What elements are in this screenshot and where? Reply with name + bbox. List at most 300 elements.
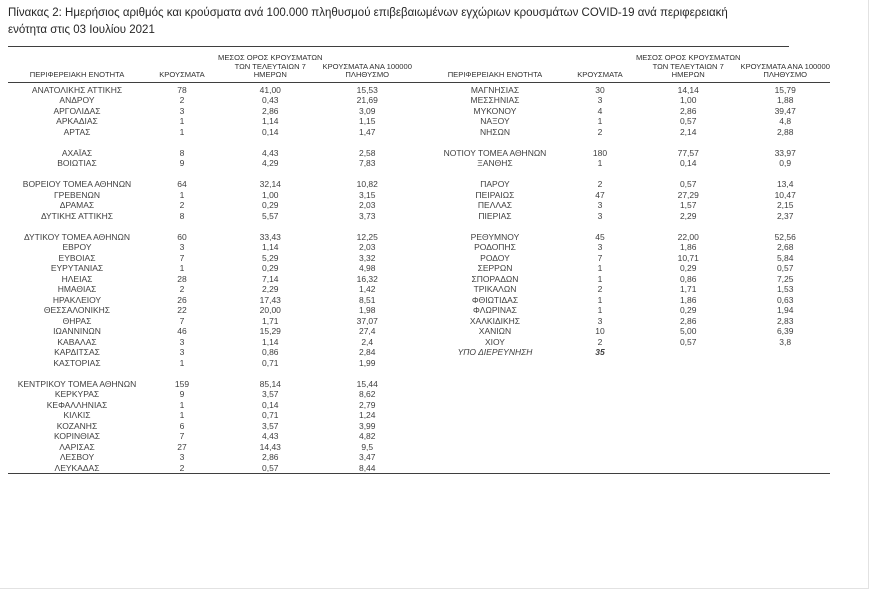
region-cell: ΜΑΓΝΗΣΙΑΣ — [470, 84, 520, 95]
value-cell: 1,86 — [679, 242, 697, 253]
region-cell — [426, 137, 564, 148]
spacer-cell — [412, 242, 426, 253]
value-cell: 3 — [179, 336, 185, 347]
value-cell — [636, 452, 741, 463]
value-cell: 4,8 — [779, 116, 792, 127]
value-cell — [741, 358, 830, 369]
value-cell: 46 — [177, 326, 187, 337]
value-cell: 6,39 — [776, 326, 794, 337]
spacer-cell — [412, 116, 426, 127]
value-cell: 20,00 — [259, 305, 281, 316]
table-row — [8, 358, 830, 369]
table-row — [8, 421, 830, 432]
table-row — [8, 190, 830, 201]
table-row — [8, 263, 830, 274]
region-cell: ΣΠΟΡΑΔΩΝ — [471, 273, 519, 284]
value-cell — [323, 137, 412, 148]
value-cell: 2,86 — [679, 105, 697, 116]
spacer-cell — [412, 284, 426, 295]
value-cell: 8,62 — [358, 389, 376, 400]
value-cell: 30 — [595, 84, 605, 95]
value-cell: 2,84 — [358, 347, 376, 358]
table-row — [8, 95, 830, 106]
table-row — [8, 431, 830, 442]
region-cell: ΠΙΕΡΙΑΣ — [478, 210, 512, 221]
value-cell — [741, 421, 830, 432]
region-cell: ΚΟΖΑΝΗΣ — [56, 420, 98, 431]
value-cell: 15,44 — [356, 378, 378, 389]
value-cell: 3 — [597, 200, 603, 211]
value-cell: 2,86 — [261, 452, 279, 463]
region-cell: ΚΙΛΚΙΣ — [63, 410, 91, 421]
value-cell — [741, 221, 830, 232]
value-cell: 180 — [592, 147, 608, 158]
value-cell: 0,63 — [776, 294, 794, 305]
title-divider — [8, 46, 789, 47]
table-row — [8, 337, 830, 348]
column-header: ΚΡΟΥΣΜΑΤΑ — [146, 54, 218, 82]
value-cell — [564, 169, 636, 180]
value-cell: 2 — [597, 284, 603, 295]
value-cell: 28 — [177, 273, 187, 284]
value-cell: 3,73 — [358, 210, 376, 221]
region-cell: ΑΡΚΑΔΙΑΣ — [56, 116, 98, 127]
value-cell: 4,43 — [261, 431, 279, 442]
value-cell: 3,99 — [358, 420, 376, 431]
value-cell — [564, 221, 636, 232]
value-cell: 3 — [597, 95, 603, 106]
value-cell: 2 — [179, 200, 185, 211]
region-cell: ΣΕΡΡΩΝ — [477, 263, 513, 274]
value-cell — [636, 442, 741, 453]
value-cell: 39,47 — [774, 105, 796, 116]
value-cell: 3,57 — [261, 420, 279, 431]
value-cell: 10,47 — [774, 189, 796, 200]
table-row — [8, 242, 830, 253]
value-cell: 47 — [595, 189, 605, 200]
table-row — [8, 326, 830, 337]
value-cell: 9 — [179, 389, 185, 400]
value-cell: 2,15 — [776, 200, 794, 211]
value-cell — [636, 410, 741, 421]
value-cell: 2,86 — [261, 105, 279, 116]
spacer-cell — [412, 410, 426, 421]
value-cell — [636, 137, 741, 148]
table-row — [8, 179, 830, 190]
table-row — [8, 305, 830, 316]
value-cell — [564, 379, 636, 390]
spacer-cell — [412, 274, 426, 285]
value-cell: 1,15 — [358, 116, 376, 127]
value-cell: 3 — [179, 242, 185, 253]
region-cell: ΡΕΘΥΜΝΟΥ — [470, 231, 520, 242]
value-cell — [636, 169, 741, 180]
value-cell: 41,00 — [259, 84, 281, 95]
value-cell — [564, 431, 636, 442]
value-cell — [146, 368, 218, 379]
value-cell: 22 — [177, 305, 187, 316]
value-cell: 32,14 — [259, 179, 281, 190]
value-cell: 1,99 — [358, 357, 376, 368]
table-row — [8, 158, 830, 169]
value-cell: 159 — [174, 378, 190, 389]
value-cell: 1,53 — [776, 284, 794, 295]
region-cell — [426, 442, 564, 453]
value-cell: 4 — [597, 105, 603, 116]
value-cell: 33,97 — [774, 147, 796, 158]
value-cell — [564, 410, 636, 421]
value-cell: 2 — [597, 336, 603, 347]
value-cell: 6 — [179, 420, 185, 431]
value-cell: 1,57 — [679, 200, 697, 211]
region-cell: ΘΕΣΣΑΛΟΝΙΚΗΣ — [43, 305, 111, 316]
value-cell: 1 — [179, 116, 185, 127]
region-cell: ΧΙΟΥ — [484, 336, 505, 347]
value-cell — [218, 368, 323, 379]
region-cell: ΚΑΒΑΛΑΣ — [57, 336, 97, 347]
value-cell: 7,14 — [261, 273, 279, 284]
value-cell: 8 — [179, 210, 185, 221]
value-cell — [741, 368, 830, 379]
region-cell — [426, 221, 564, 232]
region-cell: ΚΑΣΤΟΡΙΑΣ — [53, 357, 101, 368]
spacer-cell — [412, 263, 426, 274]
value-cell — [636, 368, 741, 379]
region-cell: ΝΑΞΟΥ — [480, 116, 510, 127]
value-cell: 13,4 — [776, 179, 794, 190]
region-cell — [426, 421, 564, 432]
value-cell: 85,14 — [259, 378, 281, 389]
region-cell — [426, 368, 564, 379]
region-cell: ΡΟΔΟΠΗΣ — [474, 242, 516, 253]
value-cell — [741, 431, 830, 442]
value-cell — [741, 389, 830, 400]
value-cell — [636, 379, 741, 390]
spacer-cell — [412, 358, 426, 369]
value-cell: 2 — [179, 95, 185, 106]
value-cell: 2 — [597, 126, 603, 137]
value-cell: 15,79 — [774, 84, 796, 95]
region-cell: ΒΟΙΩΤΙΑΣ — [57, 158, 97, 169]
value-cell: 1,47 — [358, 126, 376, 137]
value-cell: 3 — [597, 315, 603, 326]
table-row — [8, 368, 830, 379]
value-cell: 26 — [177, 294, 187, 305]
value-cell: 7,25 — [776, 273, 794, 284]
spacer-cell — [412, 389, 426, 400]
table-body — [8, 82, 830, 474]
region-cell: ΠΕΙΡΑΙΩΣ — [475, 189, 515, 200]
spacer-cell — [412, 326, 426, 337]
spacer-cell — [412, 337, 426, 348]
value-cell — [741, 169, 830, 180]
table-row — [8, 452, 830, 463]
value-cell: 17,43 — [259, 294, 281, 305]
value-cell: 1 — [179, 126, 185, 137]
value-cell: 2 — [597, 179, 603, 190]
value-cell: 2,29 — [261, 284, 279, 295]
table-row — [8, 221, 830, 232]
value-cell: 4,98 — [358, 263, 376, 274]
value-cell: 3,09 — [358, 105, 376, 116]
value-cell — [741, 347, 830, 358]
region-cell: ΝΗΣΩΝ — [479, 126, 510, 137]
value-cell — [636, 347, 741, 358]
table-row — [8, 410, 830, 421]
column-spacer — [412, 54, 426, 82]
value-cell: 0,57 — [776, 263, 794, 274]
region-cell: ΤΡΙΚΑΛΩΝ — [473, 284, 517, 295]
spacer-cell — [412, 368, 426, 379]
value-cell — [564, 389, 636, 400]
value-cell: 0,43 — [261, 95, 279, 106]
value-cell: 7 — [597, 252, 603, 263]
table-title-line2: ενότητα στις 03 Ιουλίου 2021 — [8, 24, 155, 36]
value-cell: 2 — [179, 284, 185, 295]
value-cell: 2,4 — [361, 336, 374, 347]
value-cell: 2,03 — [358, 200, 376, 211]
value-cell: 1 — [597, 294, 603, 305]
value-cell: 7 — [179, 315, 185, 326]
value-cell: 0,71 — [261, 410, 279, 421]
spacer-cell — [412, 295, 426, 306]
value-cell: 2,88 — [776, 126, 794, 137]
value-cell: 7 — [179, 252, 185, 263]
value-cell: 78 — [177, 84, 187, 95]
value-cell: 1,94 — [776, 305, 794, 316]
region-cell — [426, 358, 564, 369]
value-cell: 9 — [179, 158, 185, 169]
value-cell: 0,71 — [261, 357, 279, 368]
value-cell: 4,43 — [261, 147, 279, 158]
table-row — [8, 211, 830, 222]
value-cell: 22,00 — [677, 231, 699, 242]
value-cell: 14,14 — [677, 84, 699, 95]
value-cell: 3 — [179, 452, 185, 463]
table-row — [8, 82, 830, 95]
table-row — [8, 127, 830, 138]
value-cell: 15,29 — [259, 326, 281, 337]
region-cell: ΠΑΡΟΥ — [480, 179, 510, 190]
value-cell — [636, 358, 741, 369]
spacer-cell — [412, 442, 426, 453]
region-cell: ΔΥΤΙΚΟΥ ΤΟΜΕΑ ΑΘΗΝΩΝ — [23, 231, 131, 242]
value-cell: 2,68 — [776, 242, 794, 253]
region-cell — [8, 169, 146, 180]
value-cell: 2,58 — [358, 147, 376, 158]
value-cell: 4,29 — [261, 158, 279, 169]
value-cell: 1,86 — [679, 294, 697, 305]
value-cell — [741, 452, 830, 463]
value-cell — [564, 452, 636, 463]
region-cell: ΙΩΑΝΝΙΝΩΝ — [53, 326, 101, 337]
region-cell: ΛΑΡΙΣΑΣ — [59, 441, 95, 452]
value-cell: 0,57 — [679, 336, 697, 347]
spacer-cell — [412, 127, 426, 138]
value-cell — [741, 137, 830, 148]
value-cell: 64 — [177, 179, 187, 190]
region-cell: ΗΜΑΘΙΑΣ — [57, 284, 97, 295]
region-cell — [8, 221, 146, 232]
table-row — [8, 463, 830, 474]
table-head-row — [8, 54, 830, 82]
table-row — [8, 106, 830, 117]
value-cell: 0,57 — [218, 463, 323, 474]
spacer-cell — [412, 190, 426, 201]
value-cell: 1 — [179, 189, 185, 200]
value-cell: 35 — [595, 347, 605, 358]
value-cell: 8 — [179, 147, 185, 158]
value-cell — [218, 169, 323, 180]
value-cell: 1,88 — [776, 95, 794, 106]
value-cell: 8,44 — [323, 463, 412, 474]
region-cell: ΝΟΤΙΟΥ ΤΟΜΕΑ ΑΘΗΝΩΝ — [443, 147, 547, 158]
region-cell: ΓΡΕΒΕΝΩΝ — [54, 189, 100, 200]
value-cell: 2,86 — [679, 315, 697, 326]
value-cell: 15,53 — [356, 84, 378, 95]
value-cell: 1 — [597, 305, 603, 316]
value-cell: 1 — [597, 158, 603, 169]
region-cell: ΕΥΒΟΙΑΣ — [58, 252, 96, 263]
value-cell: 2,03 — [358, 242, 376, 253]
region-cell: ΑΡΓΟΛΙΔΑΣ — [53, 105, 101, 116]
region-cell — [426, 463, 564, 474]
spacer-cell — [412, 316, 426, 327]
value-cell: 1 — [597, 273, 603, 284]
covid-cases-table — [8, 54, 830, 474]
value-cell — [636, 421, 741, 432]
value-cell: 33,43 — [259, 231, 281, 242]
table-row — [8, 169, 830, 180]
region-cell: ΚΑΡΔΙΤΣΑΣ — [54, 347, 100, 358]
table-row — [8, 295, 830, 306]
region-cell: ΑΝΑΤΟΛΙΚΗΣ ΑΤΤΙΚΗΣ — [31, 84, 123, 95]
value-cell: 0,29 — [679, 263, 697, 274]
value-cell — [741, 463, 830, 474]
value-cell: 0,29 — [261, 200, 279, 211]
region-cell: ΚΕΡΚΥΡΑΣ — [54, 389, 100, 400]
value-cell: 1,00 — [679, 95, 697, 106]
region-cell: ΠΕΛΛΑΣ — [477, 200, 513, 211]
spacer-cell — [412, 179, 426, 190]
spacer-cell — [412, 158, 426, 169]
value-cell — [564, 368, 636, 379]
table-row — [8, 274, 830, 285]
column-header: ΜΕΣΟΣ ΟΡΟΣ ΚΡΟΥΣΜΑΤΩΝ ΤΩΝ ΤΕΛΕΥΤΑΙΩΝ 7 ΗΜΕΡΩΝ — [636, 54, 741, 82]
spacer-cell — [412, 305, 426, 316]
value-cell: 1 — [179, 357, 185, 368]
region-cell: ΡΟΔΟΥ — [480, 252, 510, 263]
value-cell: 1 — [597, 263, 603, 274]
value-cell: 0,29 — [679, 305, 697, 316]
region-cell — [426, 379, 564, 390]
value-cell — [636, 400, 741, 411]
table-head — [8, 54, 830, 82]
region-cell — [426, 169, 564, 180]
column-header: ΠΕΡΙΦΕΡΕΙΑΚΗ ΕΝΟΤΗΤΑ — [426, 54, 564, 82]
region-cell: ΛΕΥΚΑΔΑΣ — [8, 463, 146, 474]
value-cell: 0,29 — [261, 263, 279, 274]
value-cell: 3,47 — [358, 452, 376, 463]
value-cell — [323, 221, 412, 232]
value-cell: 16,32 — [356, 273, 378, 284]
value-cell: 12,25 — [356, 231, 378, 242]
value-cell: 14,43 — [259, 441, 281, 452]
region-cell — [8, 137, 146, 148]
region-cell: ΞΑΝΘΗΣ — [477, 158, 513, 169]
value-cell: 1,14 — [261, 242, 279, 253]
table-row — [8, 316, 830, 327]
value-cell: 2 — [146, 463, 218, 474]
value-cell: 0,14 — [261, 126, 279, 137]
value-cell: 5,29 — [261, 252, 279, 263]
table-row — [8, 284, 830, 295]
value-cell: 0,57 — [679, 179, 697, 190]
spacer-cell — [412, 82, 426, 95]
spacer-cell — [412, 400, 426, 411]
spacer-cell — [412, 463, 426, 474]
table-row — [8, 442, 830, 453]
table-row — [8, 116, 830, 127]
region-cell: ΑΝΔΡΟΥ — [59, 95, 95, 106]
value-cell: 1,71 — [679, 284, 697, 295]
spacer-cell — [412, 452, 426, 463]
value-cell: 5,00 — [679, 326, 697, 337]
value-cell — [564, 137, 636, 148]
value-cell — [323, 169, 412, 180]
value-cell: 1 — [179, 263, 185, 274]
value-cell: 1,00 — [261, 189, 279, 200]
table-row — [8, 137, 830, 148]
value-cell — [741, 379, 830, 390]
region-cell: ΗΛΕΙΑΣ — [61, 273, 93, 284]
value-cell: 60 — [177, 231, 187, 242]
value-cell: 2,37 — [776, 210, 794, 221]
spacer-cell — [412, 347, 426, 358]
value-cell — [741, 442, 830, 453]
column-header: ΚΡΟΥΣΜΑΤΑ — [564, 54, 636, 82]
value-cell: 0,86 — [679, 273, 697, 284]
value-cell: 45 — [595, 231, 605, 242]
region-cell: ΥΠΟ ΔΙΕΡΕΥΝΗΣΗ — [457, 347, 533, 358]
region-cell — [426, 452, 564, 463]
region-cell: ΑΧΑΪΑΣ — [61, 147, 93, 158]
spacer-cell — [412, 431, 426, 442]
value-cell: 3,32 — [358, 252, 376, 263]
region-cell: ΘΗΡΑΣ — [62, 315, 92, 326]
spacer-cell — [412, 379, 426, 390]
region-cell — [8, 368, 146, 379]
table-row — [8, 379, 830, 390]
region-cell: ΚΕΝΤΡΙΚΟΥ ΤΟΜΕΑ ΑΘΗΝΩΝ — [17, 378, 137, 389]
region-cell: ΦΛΩΡΙΝΑΣ — [473, 305, 517, 316]
value-cell: 3,8 — [779, 336, 792, 347]
value-cell: 27 — [177, 441, 187, 452]
value-cell: 1,24 — [358, 410, 376, 421]
value-cell: 3 — [597, 210, 603, 221]
table-row — [8, 200, 830, 211]
table-row — [8, 253, 830, 264]
region-cell: ΚΕΦΑΛΛΗΝΙΑΣ — [46, 399, 108, 410]
value-cell: 1 — [179, 410, 185, 421]
value-cell: 0,57 — [679, 116, 697, 127]
value-cell: 2,79 — [358, 399, 376, 410]
spacer-cell — [412, 137, 426, 148]
table-row — [8, 389, 830, 400]
region-cell: ΜΕΣΣΗΝΙΑΣ — [470, 95, 520, 106]
value-cell — [323, 368, 412, 379]
value-cell: 10,71 — [677, 252, 699, 263]
